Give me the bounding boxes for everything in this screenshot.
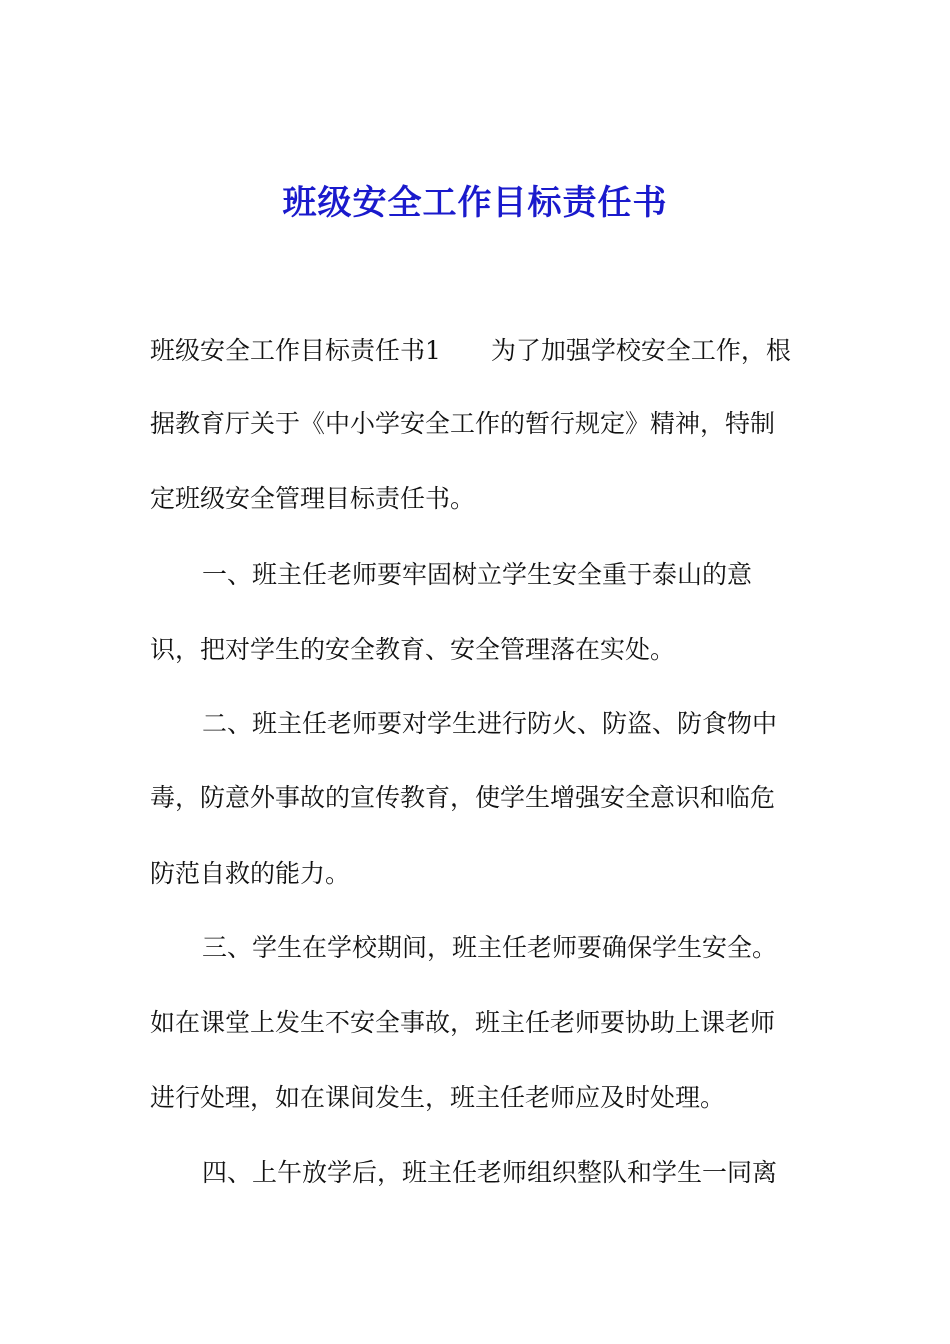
paragraph-line: 班级安全工作目标责任书1 为了加强学校安全工作，根 bbox=[150, 336, 791, 365]
paragraph-line: 四、上午放学后，班主任老师组织整队和学生一同离 bbox=[202, 1158, 778, 1187]
paragraph-line: 防范自救的能力。 bbox=[150, 859, 351, 888]
paragraph-line: 一、班主任老师要牢固树立学生安全重于泰山的意 bbox=[202, 560, 753, 589]
paragraph-line: 如在课堂上发生不安全事故，班主任老师要协助上课老师 bbox=[150, 1008, 776, 1037]
paragraph-line: 二、班主任老师要对学生进行防火、防盗、防食物中 bbox=[202, 709, 778, 738]
paragraph-line: 三、学生在学校期间，班主任老师要确保学生安全。 bbox=[202, 933, 778, 962]
paragraph-line: 定班级安全管理目标责任书。 bbox=[150, 484, 476, 513]
paragraph-line: 毒，防意外事故的宣传教育，使学生增强安全意识和临危 bbox=[150, 783, 776, 812]
paragraph-line: 识，把对学生的安全教育、安全管理落在实处。 bbox=[150, 635, 676, 664]
paragraph-line: 进行处理，如在课间发生，班主任老师应及时处理。 bbox=[150, 1083, 726, 1112]
document-title: 班级安全工作目标责任书 bbox=[282, 183, 668, 223]
paragraph-line: 据教育厅关于《中小学安全工作的暂行规定》精神，特制 bbox=[150, 409, 776, 438]
